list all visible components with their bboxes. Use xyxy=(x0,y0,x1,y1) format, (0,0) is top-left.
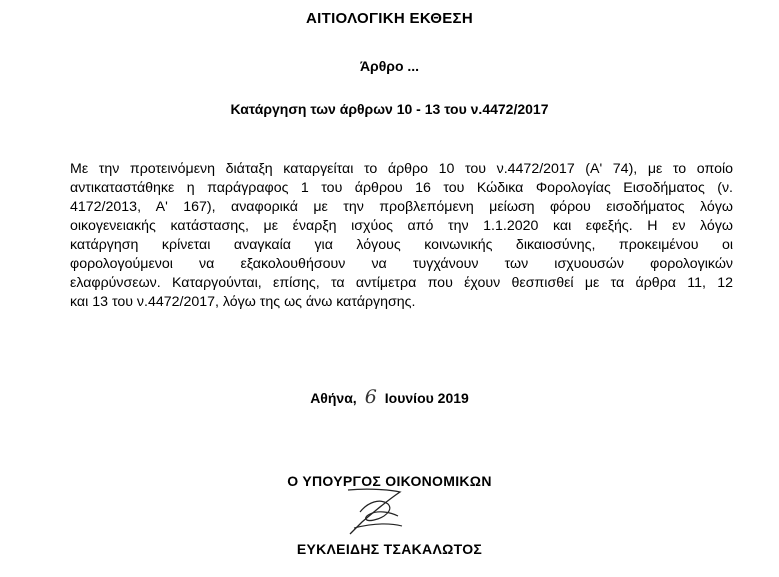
body-line: 4172/2013, Α' 167), αναφορικά με την προβλεπόμενη μείωση φόρου εισοδήματος λόγω xyxy=(70,199,733,215)
body-line: ελαφρύνσεων. Καταργούνται, επίσης, τα αντίμετρα που έχουν θεσπισθεί με τα άρθρα 11, 12 xyxy=(70,275,733,291)
minister-title: Ο ΥΠΟΥΡΓΟΣ ΟΙΚΟΝΟΜΙΚΩΝ xyxy=(287,473,492,489)
date-day-handwritten: 6 xyxy=(364,386,377,408)
signing-date xyxy=(0,386,779,408)
body-line: και 13 του ν.4472/2017, λόγω της ως άνω κατάργησης. xyxy=(70,294,416,310)
body-line: οικογενειακής κατάστασης, με έναρξη ισχύος από την 1.1.2020 και εφεξής. Η εν λόγω xyxy=(70,218,733,234)
signature-icon xyxy=(340,482,410,538)
body-line: φορολογούμενοι να εξακολουθήσουν να τυγχάνουν των ισχυουσών φορολογικών xyxy=(70,256,733,272)
date-city: Αθήνα, xyxy=(310,390,357,406)
document-title: ΑΙΤΙΟΛΟΓΙΚΗ ΕΚΘΕΣΗ xyxy=(306,10,473,27)
date-month-year: Ιουνίου 2019 xyxy=(384,390,469,406)
body-line: αντικαταστάθηκε η παράγραφος 1 του άρθρου 16 του Κώδικα Φορολογίας Εισοδήματος (ν. xyxy=(70,180,733,196)
article-heading: Άρθρο ... xyxy=(359,58,420,74)
body-line: Με την προτεινόμενη διάταξη καταργείται το άρθρο 10 του ν.4472/2017 (Α' 74), με το οποίο xyxy=(70,161,733,177)
subject-heading: Κατάργηση των άρθρων 10 - 13 του ν.4472/2017 xyxy=(230,101,549,117)
body-line: κατάργηση κρίνεται αναγκαία για λόγους κοινωνικής δικαιοσύνης, προκειμένου οι xyxy=(70,237,733,253)
minister-name: ΕΥΚΛΕΙΔΗΣ ΤΣΑΚΑΛΩΤΟΣ xyxy=(296,541,483,557)
